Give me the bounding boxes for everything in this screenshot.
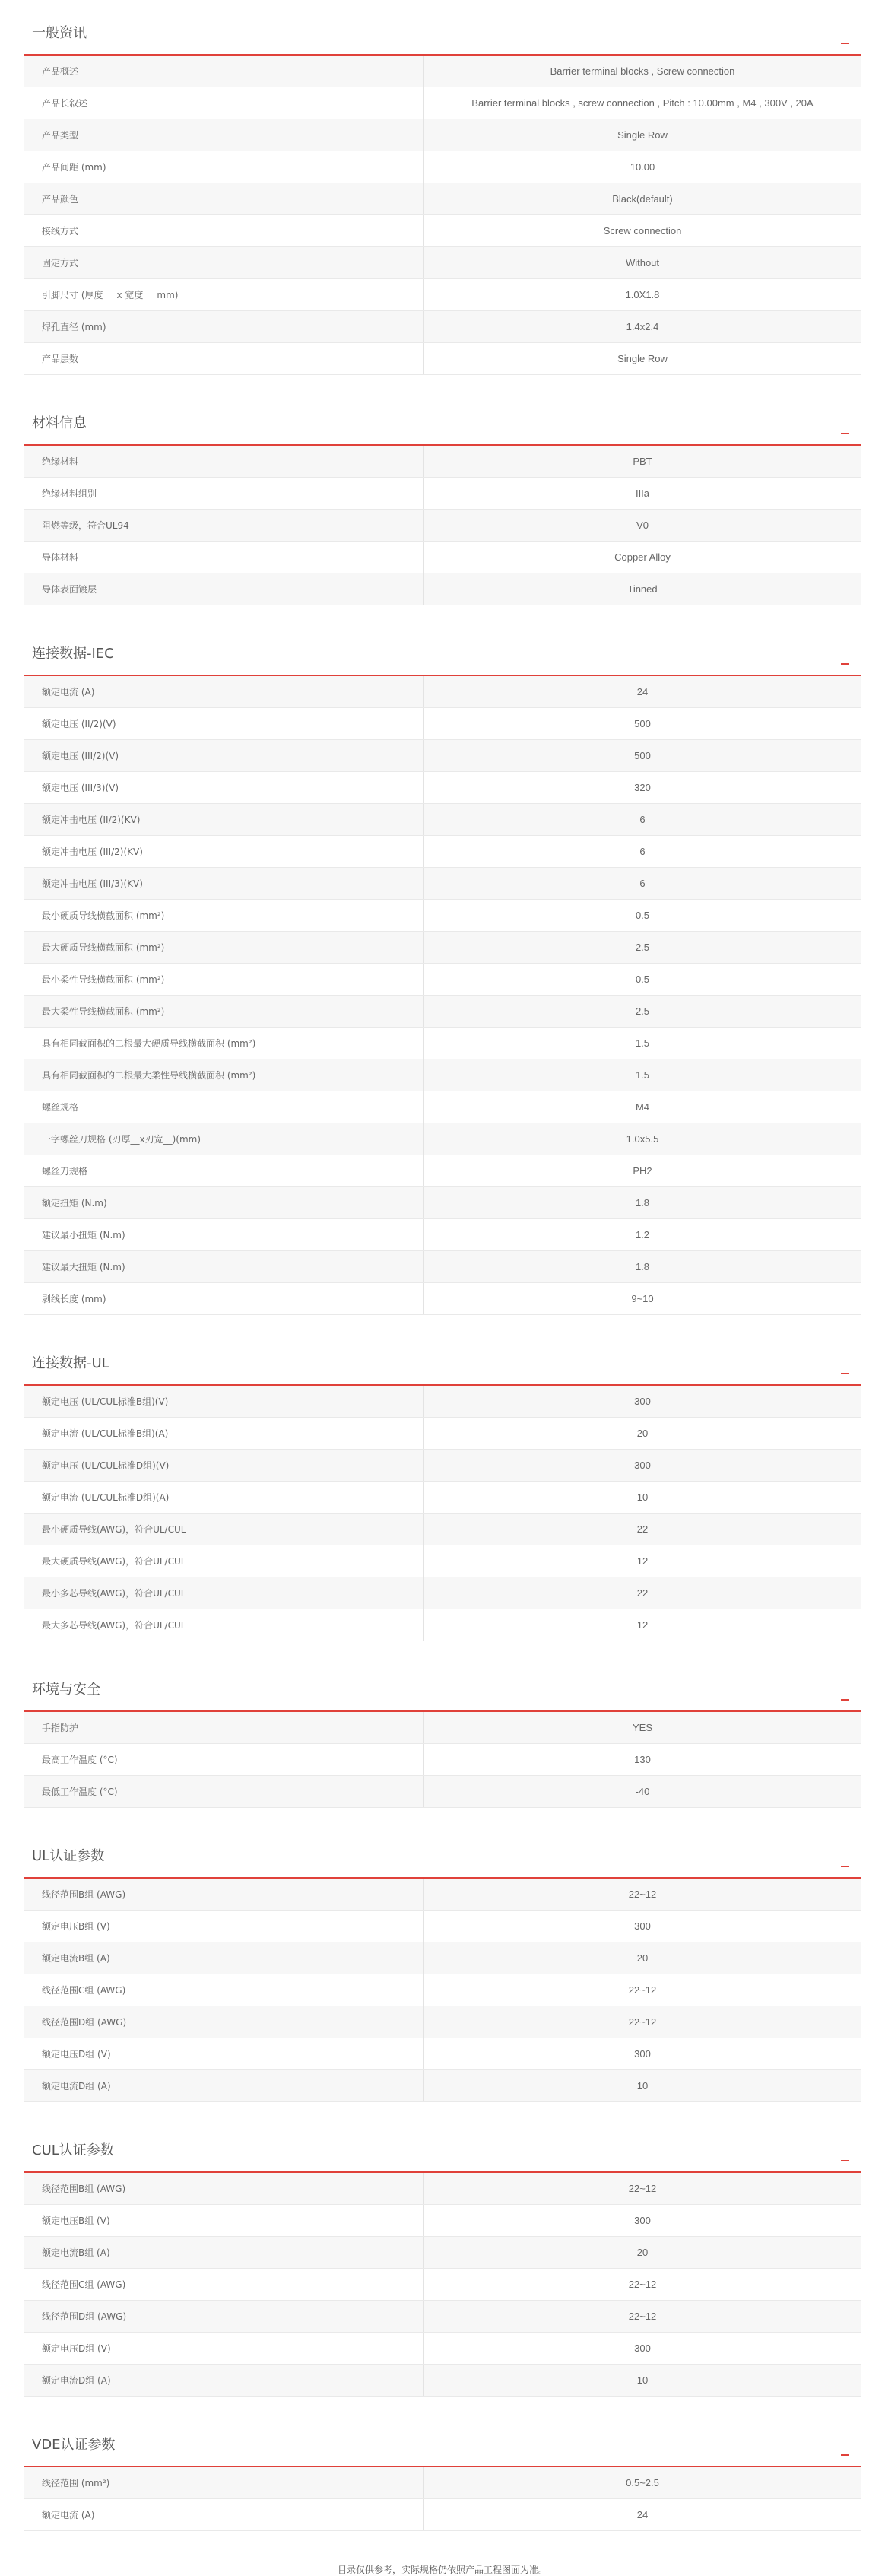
spec-value: 1.2	[635, 1229, 650, 1240]
spec-label: 手指防护	[24, 1712, 424, 1743]
table-row	[24, 1911, 861, 1942]
table-row	[24, 996, 861, 1028]
spec-value: Barrier terminal blocks , Screw connection	[550, 65, 735, 77]
spec-value: Copper Alloy	[614, 551, 671, 563]
spec-section	[24, 2412, 861, 2531]
table-row	[24, 1219, 861, 1251]
table-row	[24, 56, 861, 87]
spec-value: 500	[634, 750, 651, 761]
spec-value: 1.4x2.4	[626, 321, 659, 332]
minus-icon[interactable]	[841, 1373, 849, 1374]
table-row	[24, 1123, 861, 1155]
section-title: CUL认证参数	[32, 2142, 114, 2158]
spec-label: 产品间距 (mm)	[24, 151, 424, 183]
section-header[interactable]	[24, 390, 861, 446]
section-header[interactable]	[24, 1823, 861, 1879]
table-row	[24, 343, 861, 375]
table-row	[24, 2038, 861, 2070]
spec-label: 最小硬质导线横截面积 (mm²)	[24, 900, 424, 931]
table-row	[24, 1187, 861, 1219]
spec-value: 1.0X1.8	[625, 289, 660, 300]
spec-label: 最高工作温度 (°C)	[24, 1744, 424, 1775]
spec-section	[24, 1823, 861, 2102]
spec-label: 具有相同截面积的二根最大硬质导线横截面积 (mm²)	[24, 1028, 424, 1059]
section-header[interactable]	[24, 2412, 861, 2467]
spec-value: 22~12	[628, 2183, 657, 2194]
table-row	[24, 1744, 861, 1776]
spec-label: 最大多芯导线(AWG)，符合UL/CUL	[24, 1609, 424, 1641]
spec-value: 1.8	[635, 1261, 650, 1272]
table-row	[24, 1028, 861, 1059]
spec-value: 6	[639, 846, 646, 857]
table-row	[24, 1545, 861, 1577]
table-row	[24, 1418, 861, 1450]
section-title: 材料信息	[32, 415, 87, 431]
spec-label: 额定扭矩 (N.m)	[24, 1187, 424, 1218]
spec-label: 产品层数	[24, 343, 424, 374]
table-row	[24, 478, 861, 510]
spec-label: 线径范围D组 (AWG)	[24, 2006, 424, 2038]
spec-label: 额定电流B组 (A)	[24, 2237, 424, 2268]
spec-label: 建议最大扭矩 (N.m)	[24, 1251, 424, 1282]
spec-label: 具有相同截面积的二根最大柔性导线横截面积 (mm²)	[24, 1059, 424, 1091]
footer-disclaimer: 目录仅供参考，实际规格仍依照产品工程图面为准。	[337, 2565, 547, 2575]
spec-value: 0.5	[635, 910, 650, 921]
table-row	[24, 1482, 861, 1514]
spec-label: 最大硬质导线横截面积 (mm²)	[24, 932, 424, 963]
spec-value: 20	[636, 1952, 649, 1964]
table-row	[24, 2365, 861, 2397]
spec-value: Barrier terminal blocks , screw connection , Pitch : 10.00mm , M4 , 300V , 20A	[471, 97, 814, 109]
spec-label: 导体材料	[24, 542, 424, 573]
table-row	[24, 2173, 861, 2205]
section-title: VDE认证参数	[32, 2437, 116, 2453]
spec-value: 1.8	[635, 1197, 650, 1209]
spec-value: V0	[636, 519, 649, 531]
spec-value: Single Row	[617, 129, 668, 141]
spec-label: 产品长叙述	[24, 87, 424, 119]
table-row	[24, 1609, 861, 1641]
spec-value: 0.5	[635, 974, 650, 985]
spec-value: 500	[634, 718, 651, 729]
table-row	[24, 2006, 861, 2038]
section-header[interactable]	[24, 621, 861, 676]
spec-value: YES	[632, 1722, 652, 1733]
table-row	[24, 2467, 861, 2499]
table-row	[24, 446, 861, 478]
table-row	[24, 542, 861, 573]
spec-value: Without	[625, 257, 660, 268]
spec-label: 引脚尺寸 (厚度___x 宽度___mm)	[24, 279, 424, 310]
table-row	[24, 1283, 861, 1315]
spec-label: 额定电流 (A)	[24, 676, 424, 707]
spec-value: 22	[636, 1587, 649, 1599]
spec-section	[24, 390, 861, 605]
spec-value: 320	[634, 782, 651, 793]
table-row	[24, 279, 861, 311]
table-row	[24, 804, 861, 836]
spec-label: 螺丝刀规格	[24, 1155, 424, 1186]
section-title: 一般资讯	[32, 25, 87, 41]
spec-value: 22~12	[628, 1888, 657, 1900]
spec-label: 固定方式	[24, 247, 424, 278]
spec-label: 额定电流D组 (A)	[24, 2070, 424, 2101]
minus-icon[interactable]	[841, 43, 849, 44]
table-row	[24, 215, 861, 247]
spec-label: 最低工作温度 (°C)	[24, 1776, 424, 1807]
spec-section	[24, 1330, 861, 1641]
spec-section	[24, 1656, 861, 1808]
spec-value: 10	[636, 2080, 649, 2092]
spec-label: 一字螺丝刀规格 (刃厚__x刃宽__)(mm)	[24, 1123, 424, 1155]
spec-value: 6	[639, 878, 646, 889]
spec-value: 130	[634, 1754, 651, 1765]
table-row	[24, 868, 861, 900]
minus-icon[interactable]	[841, 1866, 849, 1867]
table-row	[24, 2333, 861, 2365]
section-title: 连接数据-UL	[32, 1355, 109, 1371]
spec-value: IIIa	[635, 488, 650, 499]
spec-label: 阻燃等级，符合UL94	[24, 510, 424, 541]
spec-value: 1.5	[635, 1069, 650, 1081]
table-row	[24, 836, 861, 868]
spec-value: Black(default)	[612, 193, 673, 205]
table-row	[24, 87, 861, 119]
spec-label: 产品类型	[24, 119, 424, 151]
spec-value: 24	[636, 686, 649, 697]
spec-value: 20	[636, 2247, 649, 2258]
spec-label: 剥线长度 (mm)	[24, 1283, 424, 1314]
spec-value: -40	[635, 1786, 650, 1797]
spec-value: 300	[634, 1460, 651, 1471]
table-row	[24, 740, 861, 772]
spec-value: 22~12	[628, 2016, 657, 2028]
spec-value: 2.5	[635, 942, 650, 953]
section-title: 连接数据-IEC	[32, 646, 114, 662]
spec-label: 额定电压B组 (V)	[24, 2205, 424, 2236]
table-row	[24, 311, 861, 343]
spec-label: 建议最小扭矩 (N.m)	[24, 1219, 424, 1250]
table-row	[24, 119, 861, 151]
table-row	[24, 2269, 861, 2301]
spec-label: 产品概述	[24, 56, 424, 87]
spec-label: 额定电流D组 (A)	[24, 2365, 424, 2396]
spec-value: 1.0x5.5	[626, 1133, 659, 1145]
section-title: 环境与安全	[32, 1682, 100, 1698]
section-header[interactable]	[24, 1330, 861, 1386]
spec-label: 额定电压 (II/2)(V)	[24, 708, 424, 739]
table-row	[24, 1155, 861, 1187]
spec-section	[24, 0, 861, 375]
table-row	[24, 1450, 861, 1482]
table-row	[24, 151, 861, 183]
spec-value: 300	[634, 1396, 651, 1407]
minus-icon[interactable]	[841, 433, 849, 434]
table-row	[24, 2499, 861, 2531]
spec-label: 最大硬质导线(AWG)，符合UL/CUL	[24, 1545, 424, 1577]
minus-icon[interactable]	[841, 1699, 849, 1701]
spec-label: 额定电压 (III/2)(V)	[24, 740, 424, 771]
spec-value: 2.5	[635, 1005, 650, 1017]
spec-label: 额定冲击电压 (III/2)(KV)	[24, 836, 424, 867]
spec-value: 1.5	[635, 1037, 650, 1049]
table-row	[24, 900, 861, 932]
spec-value: 10.00	[630, 161, 655, 173]
spec-value: 10	[636, 1491, 649, 1503]
spec-label: 接线方式	[24, 215, 424, 246]
spec-value: 20	[636, 1428, 649, 1439]
table-row	[24, 510, 861, 542]
spec-label: 线径范围B组 (AWG)	[24, 2173, 424, 2204]
spec-value: M4	[635, 1101, 650, 1113]
spec-value: 22~12	[628, 2279, 657, 2290]
spec-label: 绝缘材料	[24, 446, 424, 477]
spec-label: 额定电流 (UL/CUL标准D组)(A)	[24, 1482, 424, 1513]
spec-label: 最小柔性导线横截面积 (mm²)	[24, 964, 424, 995]
spec-label: 额定电流B组 (A)	[24, 1942, 424, 1974]
spec-label: 额定电压 (UL/CUL标准B组)(V)	[24, 1386, 424, 1417]
table-row	[24, 2237, 861, 2269]
spec-section	[24, 621, 861, 1315]
table-row	[24, 676, 861, 708]
table-row	[24, 1059, 861, 1091]
spec-label: 最大柔性导线横截面积 (mm²)	[24, 996, 424, 1027]
table-row	[24, 1776, 861, 1808]
section-header[interactable]	[24, 2117, 861, 2173]
spec-value: 10	[636, 2374, 649, 2386]
minus-icon[interactable]	[841, 2454, 849, 2456]
spec-label: 产品颜色	[24, 183, 424, 214]
table-row	[24, 1942, 861, 1974]
table-row	[24, 1091, 861, 1123]
spec-value: Single Row	[617, 353, 668, 364]
section-title: UL认证参数	[32, 1848, 105, 1864]
table-row	[24, 1879, 861, 1911]
spec-label: 螺丝规格	[24, 1091, 424, 1123]
spec-value: 0.5~2.5	[626, 2477, 659, 2489]
spec-label: 额定电压D组 (V)	[24, 2038, 424, 2069]
spec-value: 6	[639, 814, 646, 825]
spec-section	[24, 2117, 861, 2397]
table-row	[24, 708, 861, 740]
spec-label: 线径范围C组 (AWG)	[24, 1974, 424, 2006]
table-row	[24, 772, 861, 804]
table-row	[24, 1514, 861, 1545]
section-header[interactable]	[24, 1656, 861, 1712]
spec-label: 线径范围B组 (AWG)	[24, 1879, 424, 1910]
table-row	[24, 964, 861, 996]
table-row	[24, 2070, 861, 2102]
table-row	[24, 183, 861, 215]
spec-label: 焊孔直径 (mm)	[24, 311, 424, 342]
spec-label: 额定电压B组 (V)	[24, 1911, 424, 1942]
spec-value: 300	[634, 1920, 651, 1932]
spec-value: 300	[634, 2215, 651, 2226]
table-row	[24, 1386, 861, 1418]
table-row	[24, 2205, 861, 2237]
spec-value: 24	[636, 2509, 649, 2520]
table-row	[24, 573, 861, 605]
table-row	[24, 247, 861, 279]
section-header[interactable]	[24, 0, 861, 56]
spec-value: 22~12	[628, 2311, 657, 2322]
spec-label: 额定电压D组 (V)	[24, 2333, 424, 2364]
table-row	[24, 1251, 861, 1283]
minus-icon[interactable]	[841, 2160, 849, 2161]
spec-value: 12	[636, 1555, 649, 1567]
spec-label: 额定电压 (UL/CUL标准D组)(V)	[24, 1450, 424, 1481]
spec-label: 线径范围C组 (AWG)	[24, 2269, 424, 2300]
spec-label: 额定电压 (III/3)(V)	[24, 772, 424, 803]
spec-label: 最小硬质导线(AWG)，符合UL/CUL	[24, 1514, 424, 1545]
spec-value: 9~10	[631, 1293, 654, 1304]
table-row	[24, 1712, 861, 1744]
spec-value: 22	[636, 1523, 649, 1535]
spec-label: 线径范围 (mm²)	[24, 2467, 424, 2498]
spec-value: 22~12	[628, 1984, 657, 1996]
spec-value: PH2	[633, 1165, 652, 1177]
table-row	[24, 1974, 861, 2006]
table-row	[24, 932, 861, 964]
spec-value: Tinned	[627, 583, 658, 595]
spec-value: 300	[634, 2343, 651, 2354]
spec-label: 额定电流 (A)	[24, 2499, 424, 2530]
spec-label: 额定冲击电压 (III/3)(KV)	[24, 868, 424, 899]
spec-label: 导体表面镀层	[24, 573, 424, 605]
table-row	[24, 1577, 861, 1609]
spec-value: PBT	[633, 456, 652, 467]
spec-value: 300	[634, 2048, 651, 2060]
spec-label: 额定冲击电压 (II/2)(KV)	[24, 804, 424, 835]
spec-label: 额定电流 (UL/CUL标准B组)(A)	[24, 1418, 424, 1449]
minus-icon[interactable]	[841, 663, 849, 665]
spec-value: 12	[636, 1619, 649, 1631]
spec-label: 绝缘材料组别	[24, 478, 424, 509]
table-row	[24, 2301, 861, 2333]
spec-value: Screw connection	[603, 225, 682, 237]
spec-label: 最小多芯导线(AWG)，符合UL/CUL	[24, 1577, 424, 1609]
spec-label: 线径范围D组 (AWG)	[24, 2301, 424, 2332]
